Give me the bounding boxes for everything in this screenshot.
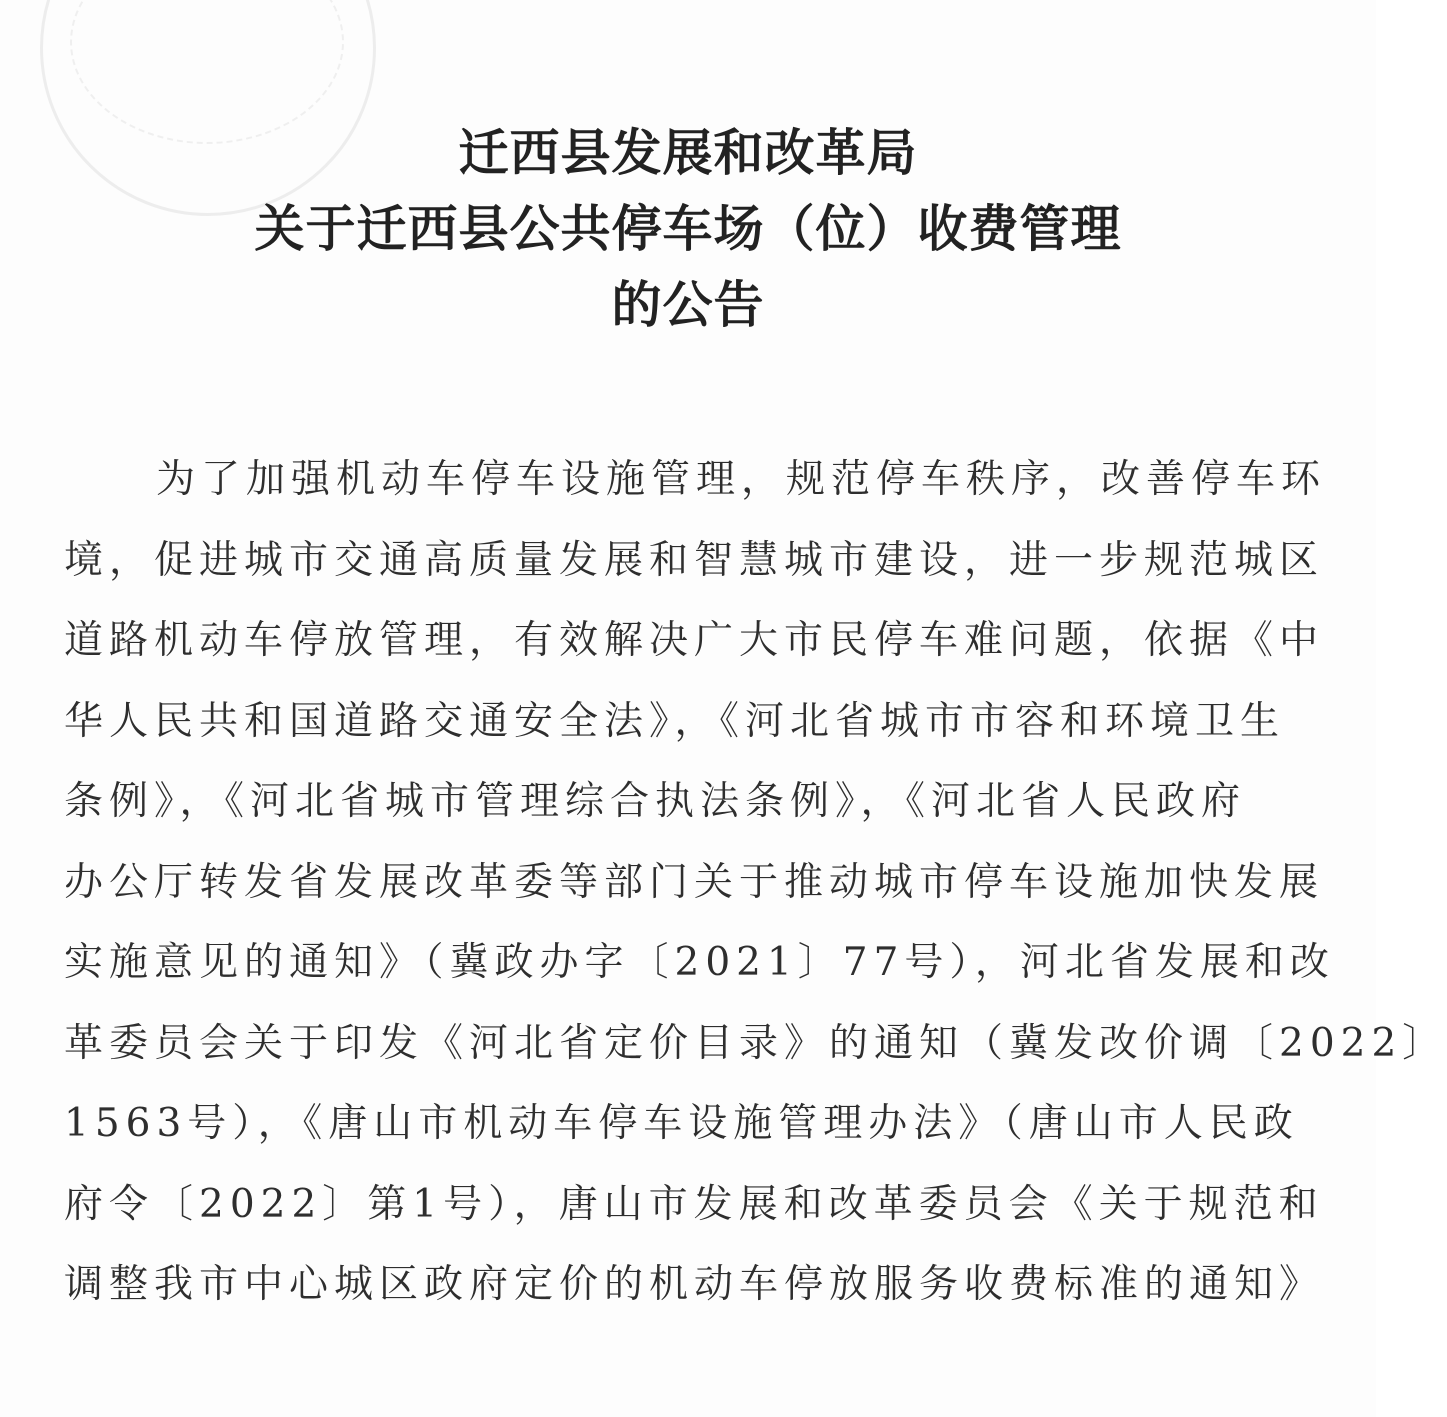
body-line-1 bbox=[64, 440, 1327, 521]
body-line-11: 调整我市中心城区政府定价的机动车停放服务收费标准的通知》 bbox=[64, 1262, 1325, 1307]
body-line-4: 华人民共和国道路交通安全法》，《河北省城市市容和环境卫生 bbox=[64, 698, 1286, 744]
body-line-3: 道路机动车停放管理，有效解决广大市民停车难问题，依据《中 bbox=[64, 618, 1325, 663]
title-line-3: 的公告 bbox=[611, 276, 765, 334]
body-line-10: 府令〔2022〕第1号），唐山市发展和改革委员会《关于规范和 bbox=[64, 1181, 1324, 1227]
body-line-6: 办公厅转发省发展改革委等部门关于推动城市停车设施加快发展 bbox=[64, 859, 1325, 905]
document-title bbox=[0, 115, 1376, 343]
body-paragraph bbox=[64, 440, 1447, 1326]
title-line-1: 迁西县发展和改革局 bbox=[458, 124, 918, 182]
title-line-2: 关于迁西县公共停车场（位）收费管理 bbox=[254, 200, 1122, 258]
body-line-8: 革委员会关于印发《河北省定价目录》的通知（冀发改价调〔2022〕 bbox=[64, 1020, 1447, 1066]
body-line-9: 1563号），《唐山市机动车停车设施管理办法》（唐山市人民政 bbox=[64, 1101, 1299, 1146]
body-line-7: 实施意见的通知》（冀政办字〔2021〕77号），河北省发展和改 bbox=[64, 940, 1335, 985]
body-line-5: 条例》，《河北省城市管理综合执法条例》，《河北省人民政府 bbox=[64, 779, 1247, 824]
body-line-1-text: 为了加强机动车停车设施管理，规范停车秩序，改善停车环 bbox=[156, 457, 1327, 502]
body-line-2: 境，促进城市交通高质量发展和智慧城市建设，进一步规范城区 bbox=[64, 537, 1325, 583]
